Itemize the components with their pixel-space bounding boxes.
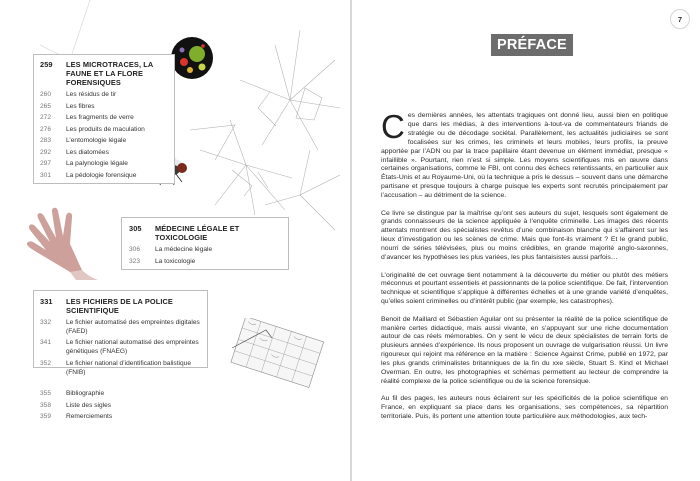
section-page-number: 331 [40,297,53,306]
toc-entry[interactable]: 352 Le fichier national d’identification balistique (FNIB) [40,359,191,376]
toc-entries [40,319,207,378]
preface-page [352,0,700,481]
toc-entry[interactable]: 276 Les produits de maculation [40,125,145,133]
toc-section-fichiers [33,290,208,376]
toc-entries [40,91,174,180]
paragraph: Benoit de Maillard et Sébastien Aguilar ont su présenter la réalité de la police scientifique de manière certes didactique, mais aussi vivante, en s’appuyant sur une riche documentation autour de cas réels mémorables. On y sent le vécu de deux spécialistes de terrain forts de plusieurs années d’expérience. Ils nous proposent un ouvrage de vulgarisation réussi. Un livre rigoureux qui rejoint ma référence en la matière : Science Against Crime, publié en 1972, par les plus grands criminalistes britanniques de la fin du xxe siècle, Stuart S. Kind et Michael Overman. En outre, les photographies et schémas permettent au lecteur de comprendre la réalité complexe de la police scientifique ou de la science forensique. [381,315,668,385]
page-number: 7 [670,9,690,29]
toc-entries [129,246,288,266]
toc-entry[interactable]: 301 La pédologie forensique [40,171,137,179]
section-title: MÉDECINE LÉGALE ET TOXICOLOGIE [155,224,240,242]
toc-entry[interactable]: 260 Les résidus de tir [40,91,117,98]
paragraph: Au fil des pages, les auteurs nous éclairent sur les spécificités de la police scientifique en France, en expliquant sa place dans les organisations, ses compétences, sa répartition territoriale. Puis, ils portent une attention toute particulière aux méthodologies, aux tech- [381,395,668,421]
toc-entry[interactable]: 355 Bibliographie [40,390,105,397]
toc-entry[interactable]: 272 Les fragments de verre [40,114,134,121]
preface-body [381,108,668,431]
toc-back-matter [40,390,180,425]
drop-cap: C [381,108,405,145]
toc-entry[interactable]: 283 L’entomologie légale [40,137,127,144]
section-title: LES FICHIERS DE LA POLICE SCIENTIFIQUE [66,297,173,315]
section-title: LES MICROTRACES, LA FAUNE ET LA FLORE FORENSIQUES [66,60,154,87]
toc-entry[interactable]: 306 La médecine légale [129,246,213,253]
toc-entry[interactable]: 341 Le fichier national automatisé des empreintes génétiques (FNAEG) [40,339,199,356]
fingerprint-card-illustration [222,318,332,388]
toc-section-microtraces [33,54,175,184]
toc-entry[interactable]: 297 La palynologie légale [40,160,128,167]
toc-entry[interactable]: 292 Les diatomées [40,148,109,156]
toc-entry[interactable]: 323 La toxicologie [129,257,196,265]
toc-entry[interactable]: 358 Liste des sigles [40,401,112,409]
toc-section-medecine-legale [121,217,289,270]
toc-entry[interactable]: 265 Les fibres [40,102,95,110]
section-page-number: 259 [40,60,53,69]
toc-entry[interactable]: 359 Remerciements [40,413,113,420]
paragraph: L’originalité de cet ouvrage tient notamment à la découverte du métier ou plutôt des métiers méconnus et pourtant essentiels et passionnants de la police scientifique. De fait, l’intervention technique et scientifique s’applique à différentes échelles et à une grande variété d’enquêtes, qu’elles soient criminelles ou d’intérêt public (par exemple, les catastrophes). [381,271,668,306]
section-page-number: 305 [129,224,142,233]
pollen-microscope-icon [170,36,214,80]
page-title: PRÉFACE [491,34,573,56]
toc-entry[interactable]: 332 Le fichier automatisé des empreintes digitales (FAED) [40,319,200,335]
hand-illustration [20,200,100,280]
paragraph: Ces dernières années, les attentats tragiques ont donné lieu, aussi bien en politique que dans les médias, à des interventions à-tout-va de commentateurs friands de stratégie ou de décodage sociétal. Parallèlement, les actualités judiciaires se sont focalisées sur les crimes, les criminels et leurs mobiles, leurs profils, la preuve apportée par l’ADN ou par la trace papillaire étant devenue un élément immédiat, presque « infaillible ». Pourtant, rien n’est si simple. Les moyens scientifiques mis en œuvre dans certaines organisations, comme le FBI, ont connu des échecs retentissants, en particulier aux États-Unis et au Royaume-Uni, où la technique a pris le dessus – souvent dans une démarche partisane et presque toujours à charge puisque les experts sont recrutés principalement par l’accusation – au détriment de la science. [381,108,668,200]
paragraph: Ce livre se distingue par la maîtrise qu’ont ses auteurs du sujet, lesquels sont également de grands connaisseurs de la science appliquée à l’enquête criminelle. Les images des récents attentats montrent des spécialistes revêtus d’une combinaison blanche qui s’affairent sur les lieux d’investigation ou les scènes de crime. Mais que font-ils vraiment ? Et le grand public, nourri de séries télévisées, plus ou moins crédibles, en grande majorité anglo-saxonnes, d’avancer les hypothèses les plus variées, les plus fantaisistes aussi parfois… [381,209,668,262]
